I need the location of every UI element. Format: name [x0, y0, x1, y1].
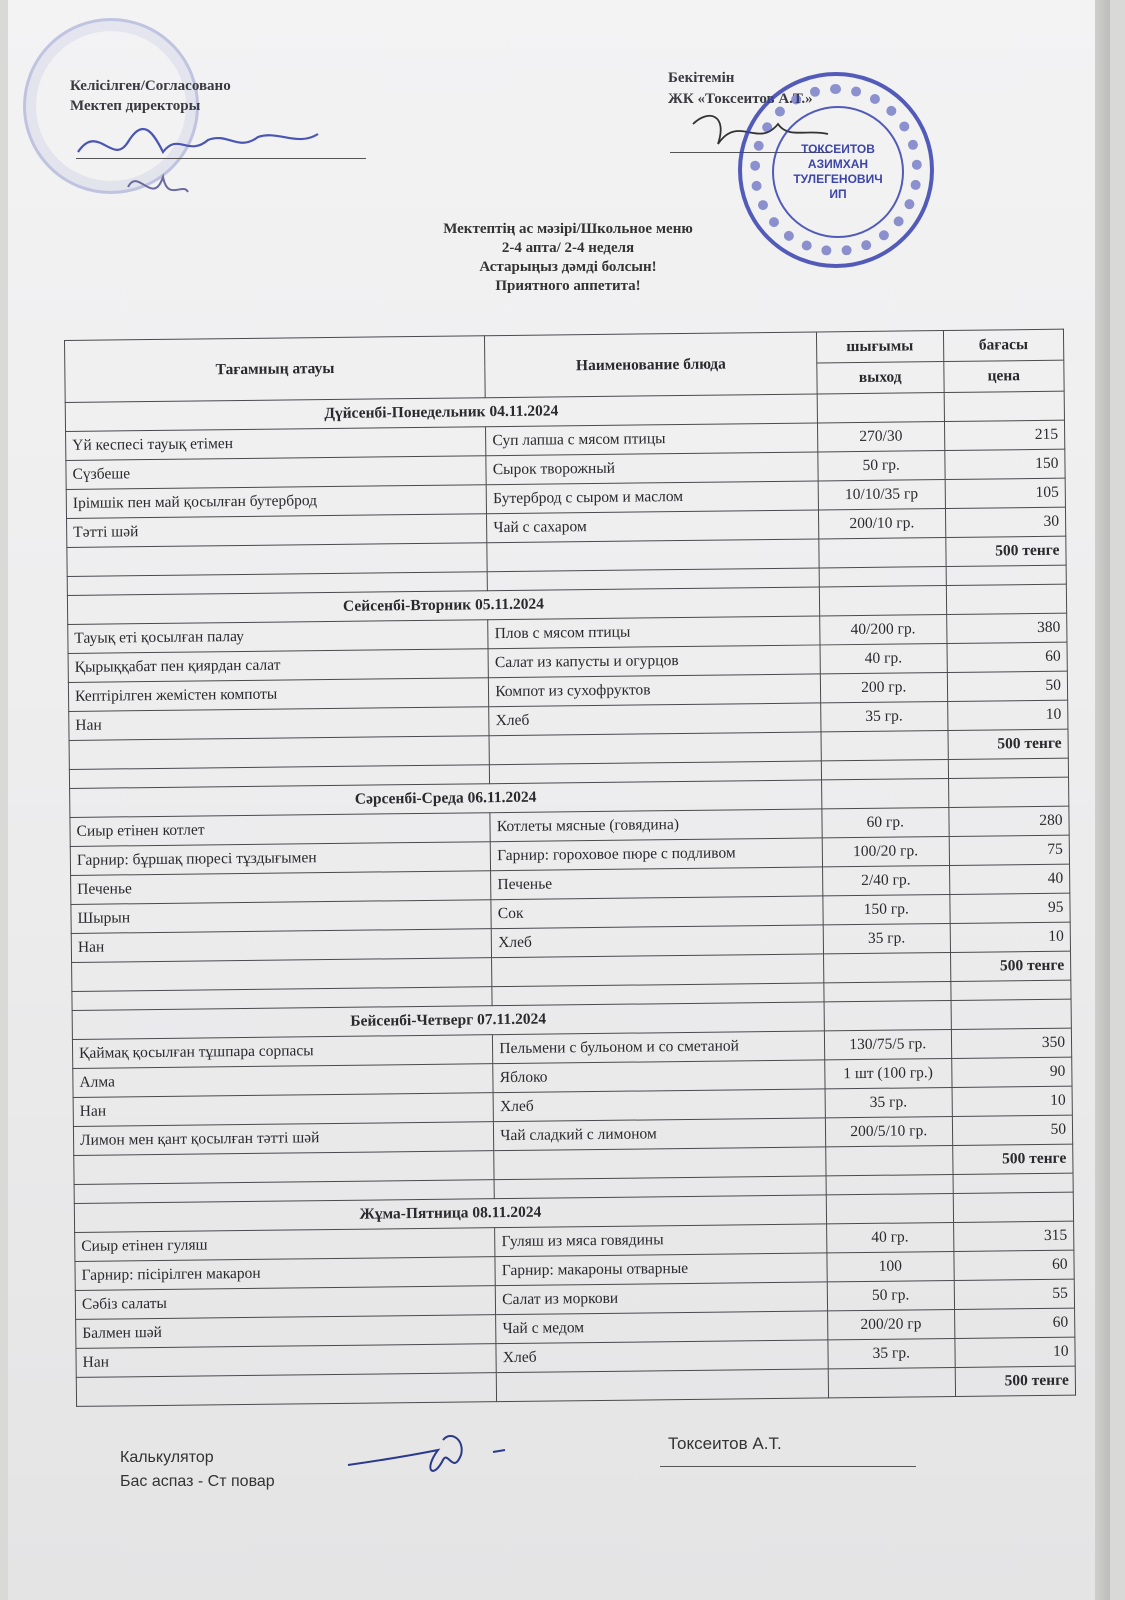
day-blank-output — [821, 778, 948, 808]
dish-name-ru: Хлеб — [493, 1089, 825, 1122]
spacer-cell — [948, 758, 1069, 778]
dish-name-kz: Шырын — [71, 900, 492, 934]
day-blank-price — [953, 1192, 1074, 1222]
dish-name-ru: Сырок творожный — [486, 452, 818, 485]
dish-output: 60 гр. — [822, 807, 949, 837]
dish-price: 50 — [952, 1115, 1073, 1145]
total-blank-3 — [826, 1145, 953, 1175]
dish-price: 215 — [944, 420, 1065, 450]
total-blank-2 — [492, 954, 824, 987]
day-title: Бейсенбі-Четверг 07.11.2024 — [72, 1002, 824, 1040]
dish-name-ru: Гарнир: макароны отварные — [495, 1253, 827, 1286]
approval-left-line1: Келісілген/Согласовано — [70, 78, 231, 94]
stamp-line2: АЗИМХАН — [807, 157, 869, 171]
day-blank-price — [948, 777, 1069, 807]
col-output-kz: шығымы — [816, 331, 943, 363]
dish-price: 30 — [945, 507, 1066, 537]
dish-name-ru: Гуляш из мяса говядины — [495, 1224, 827, 1257]
dish-output: 200/5/10 гр. — [825, 1116, 952, 1146]
spacer-cell — [824, 981, 951, 1001]
dish-output: 200/20 гр — [827, 1309, 954, 1339]
day-title: Дүйсенбі-Понедельник 04.11.2024 — [65, 394, 817, 432]
dish-name-kz: Кептірілген жемістен компоты — [68, 678, 489, 712]
dish-name-kz: Печенье — [71, 871, 492, 905]
spacer-cell — [826, 1174, 953, 1194]
title-line3: Астарыңыз дәмді болсын! — [479, 259, 657, 275]
dish-output: 50 гр. — [827, 1280, 954, 1310]
dish-name-kz: Алма — [73, 1064, 494, 1098]
dish-name-kz: Лимон мен қант қосылған тәтті шәй — [73, 1122, 494, 1156]
day-blank-output — [826, 1193, 953, 1223]
day-total: 500 тенге — [948, 729, 1069, 759]
menu-title — [358, 220, 778, 296]
dish-output: 50 гр. — [818, 451, 945, 481]
footer-role-1: Калькулятор — [120, 1449, 214, 1466]
dish-output: 200 гр. — [820, 673, 947, 703]
stamp-line1: ТОКСЕИТОВ — [801, 142, 875, 156]
approval-left — [70, 76, 231, 116]
dish-name-ru: Салат из капусты и огурцов — [488, 645, 820, 678]
stamp-line4: ИП — [829, 187, 847, 201]
dish-name-ru: Сок — [491, 896, 823, 929]
day-title: Жұма-Пятница 08.11.2024 — [74, 1195, 826, 1233]
total-blank-3 — [823, 952, 950, 982]
title-line2: 2-4 апта/ 2-4 неделя — [501, 240, 635, 256]
dish-output: 130/75/5 гр. — [824, 1029, 951, 1059]
dish-output: 35 гр. — [828, 1338, 955, 1368]
spacer-cell — [821, 759, 948, 779]
dish-name-ru: Гарнир: гороховое пюре с подливом — [491, 838, 823, 871]
dish-price: 10 — [954, 1337, 1075, 1367]
title-line1: Мектептің ас мәзірі/Школьное меню — [443, 221, 693, 237]
day-blank-price — [951, 999, 1072, 1029]
dish-output: 35 гр. — [825, 1087, 952, 1117]
day-blank-output — [817, 393, 944, 423]
dish-price: 60 — [947, 642, 1068, 672]
dish-name-kz: Сүзбеше — [66, 456, 487, 490]
dish-price: 10 — [947, 700, 1068, 730]
dish-price: 40 — [949, 864, 1070, 894]
dish-name-ru: Чай с медом — [496, 1311, 828, 1344]
dish-name-kz: Нан — [71, 929, 492, 963]
total-blank-1 — [67, 543, 488, 577]
dish-name-ru: Суп лапша с мясом птицы — [486, 423, 818, 456]
total-blank-1 — [76, 1373, 497, 1407]
day-title: Сейсенбі-Вторник 05.11.2024 — [67, 587, 819, 625]
title-line4: Приятного аппетита! — [495, 278, 641, 294]
dish-output: 1 шт (100 гр.) — [825, 1058, 952, 1088]
day-total: 500 тенге — [955, 1366, 1076, 1396]
dish-output: 100 — [827, 1251, 954, 1281]
dish-name-kz: Үй кеспесі тауық етімен — [66, 427, 487, 461]
col-output-ru: выход — [817, 362, 944, 394]
dish-name-ru: Яблоко — [493, 1060, 825, 1093]
dish-output: 35 гр. — [821, 702, 948, 732]
menu-body — [65, 391, 1075, 1406]
dish-name-kz: Сиыр етінен котлет — [70, 813, 491, 847]
dish-output: 2/40 гр. — [822, 865, 949, 895]
dish-price: 10 — [950, 922, 1071, 952]
day-blank-price — [944, 391, 1065, 421]
dish-price: 50 — [947, 671, 1068, 701]
dish-name-ru: Плов с мясом птицы — [488, 616, 820, 649]
approval-left-line2: Мектеп директоры — [70, 98, 201, 114]
dish-price: 75 — [949, 835, 1070, 865]
dish-output: 150 гр. — [823, 894, 950, 924]
spacer-cell — [950, 980, 1071, 1000]
dish-name-ru: Хлеб — [489, 703, 821, 736]
dish-name-ru: Хлеб — [492, 925, 824, 958]
director-signature — [68, 112, 368, 222]
dish-name-kz: Нан — [73, 1093, 494, 1127]
day-total: 500 тенге — [950, 951, 1071, 981]
dish-price: 315 — [953, 1221, 1074, 1251]
dish-name-ru: Котлеты мясные (говядина) — [490, 809, 822, 842]
day-title: Сәрсенбі-Среда 06.11.2024 — [70, 780, 822, 818]
day-total: 500 тенге — [945, 536, 1066, 566]
col-price-ru: цена — [943, 360, 1064, 392]
dish-price: 10 — [952, 1086, 1073, 1116]
dish-name-ru: Хлеб — [496, 1340, 828, 1373]
stamp-center — [772, 106, 904, 238]
dish-output: 10/10/35 гр — [818, 480, 945, 510]
approval-right-line2: ЖК «Токсеитов А.Т.» — [668, 91, 813, 107]
dish-price: 150 — [944, 449, 1065, 479]
dish-name-kz: Нан — [76, 1344, 497, 1378]
document-sheet — [8, 0, 1110, 1600]
dish-output: 270/30 — [817, 422, 944, 452]
dish-output: 200/10 гр. — [818, 509, 945, 539]
dish-price: 60 — [953, 1250, 1074, 1280]
dish-name-ru: Компот из сухофруктов — [489, 674, 821, 707]
total-blank-2 — [487, 539, 819, 572]
dish-name-kz: Гарнир: бұршақ пюресі тұздығымен — [70, 842, 491, 876]
dish-name-ru: Чай сладкий с лимоном — [494, 1118, 826, 1151]
footer-roles — [120, 1446, 275, 1494]
dish-price: 280 — [948, 806, 1069, 836]
col-ru-name: Наименование блюда — [485, 332, 817, 398]
dish-name-ru: Бутерброд с сыром и маслом — [486, 481, 818, 514]
total-blank-1 — [72, 958, 493, 992]
dish-price: 60 — [954, 1308, 1075, 1338]
day-blank-price — [946, 584, 1067, 614]
dish-price: 55 — [954, 1279, 1075, 1309]
approval-right-line1: Бекітемін — [668, 70, 735, 86]
dish-output: 40/200 гр. — [820, 615, 947, 645]
day-total: 500 тенге — [952, 1144, 1073, 1174]
dish-price: 95 — [949, 893, 1070, 923]
dish-name-kz: Ірімшік пен май қосылған бутерброд — [66, 485, 487, 519]
col-price-kz: бағасы — [943, 329, 1064, 361]
total-blank-3 — [828, 1367, 955, 1397]
dish-name-kz: Гарнир: пісірілген макарон — [75, 1257, 496, 1291]
page-edge-shadow — [1095, 0, 1110, 1600]
stamp-line3: ТУЛЕГЕНОВИЧ — [793, 172, 883, 186]
director-sign-line — [76, 158, 366, 159]
dish-name-kz: Қырыққабат пен қиярдан салат — [68, 649, 489, 683]
total-blank-1 — [69, 736, 490, 770]
dish-price: 90 — [951, 1057, 1072, 1087]
spacer-cell — [946, 565, 1067, 585]
dish-name-kz: Балмен шәй — [76, 1315, 497, 1349]
total-blank-2 — [489, 732, 821, 765]
dish-name-kz: Сиыр етінен гуляш — [75, 1228, 496, 1262]
dish-output: 35 гр. — [823, 923, 950, 953]
dish-output: 40 гр. — [820, 644, 947, 674]
dish-name-kz: Тауық еті қосылған палау — [68, 620, 489, 654]
cook-signature — [343, 1420, 523, 1490]
total-blank-1 — [74, 1151, 495, 1185]
dish-name-kz: Нан — [69, 707, 490, 741]
dish-name-kz: Қаймақ қосылған тұшпара сорпасы — [72, 1035, 493, 1069]
total-blank-3 — [821, 731, 948, 761]
day-blank-output — [824, 1000, 951, 1030]
dish-name-ru: Печенье — [491, 867, 823, 900]
total-blank-3 — [819, 538, 946, 568]
dish-name-kz: Сәбіз салаты — [75, 1286, 496, 1320]
menu-table — [64, 329, 1076, 1407]
dish-price: 105 — [945, 478, 1066, 508]
footer-name: Токсеитов А.Т. — [668, 1434, 782, 1453]
dish-name-kz: Тәтті шәй — [67, 514, 488, 548]
dish-name-ru: Чай с сахаром — [487, 510, 819, 543]
dish-name-ru: Салат из моркови — [496, 1282, 828, 1315]
total-blank-2 — [497, 1369, 829, 1402]
total-blank-2 — [494, 1147, 826, 1180]
spacer-cell — [953, 1173, 1074, 1193]
dish-name-ru: Пельмени с бульоном и со сметаной — [493, 1031, 825, 1064]
dish-price: 350 — [951, 1028, 1072, 1058]
dish-price: 380 — [946, 613, 1067, 643]
dish-output: 40 гр. — [826, 1222, 953, 1252]
footer-sign-line — [660, 1466, 916, 1467]
col-kz-name: Тағамның атауы — [65, 336, 486, 403]
menu-table-wrap — [64, 329, 1076, 1407]
dish-output: 100/20 гр. — [822, 836, 949, 866]
footer-role-2: Бас аспаз - Ст повар — [120, 1473, 275, 1490]
day-blank-output — [819, 586, 946, 616]
spacer-cell — [819, 567, 946, 587]
